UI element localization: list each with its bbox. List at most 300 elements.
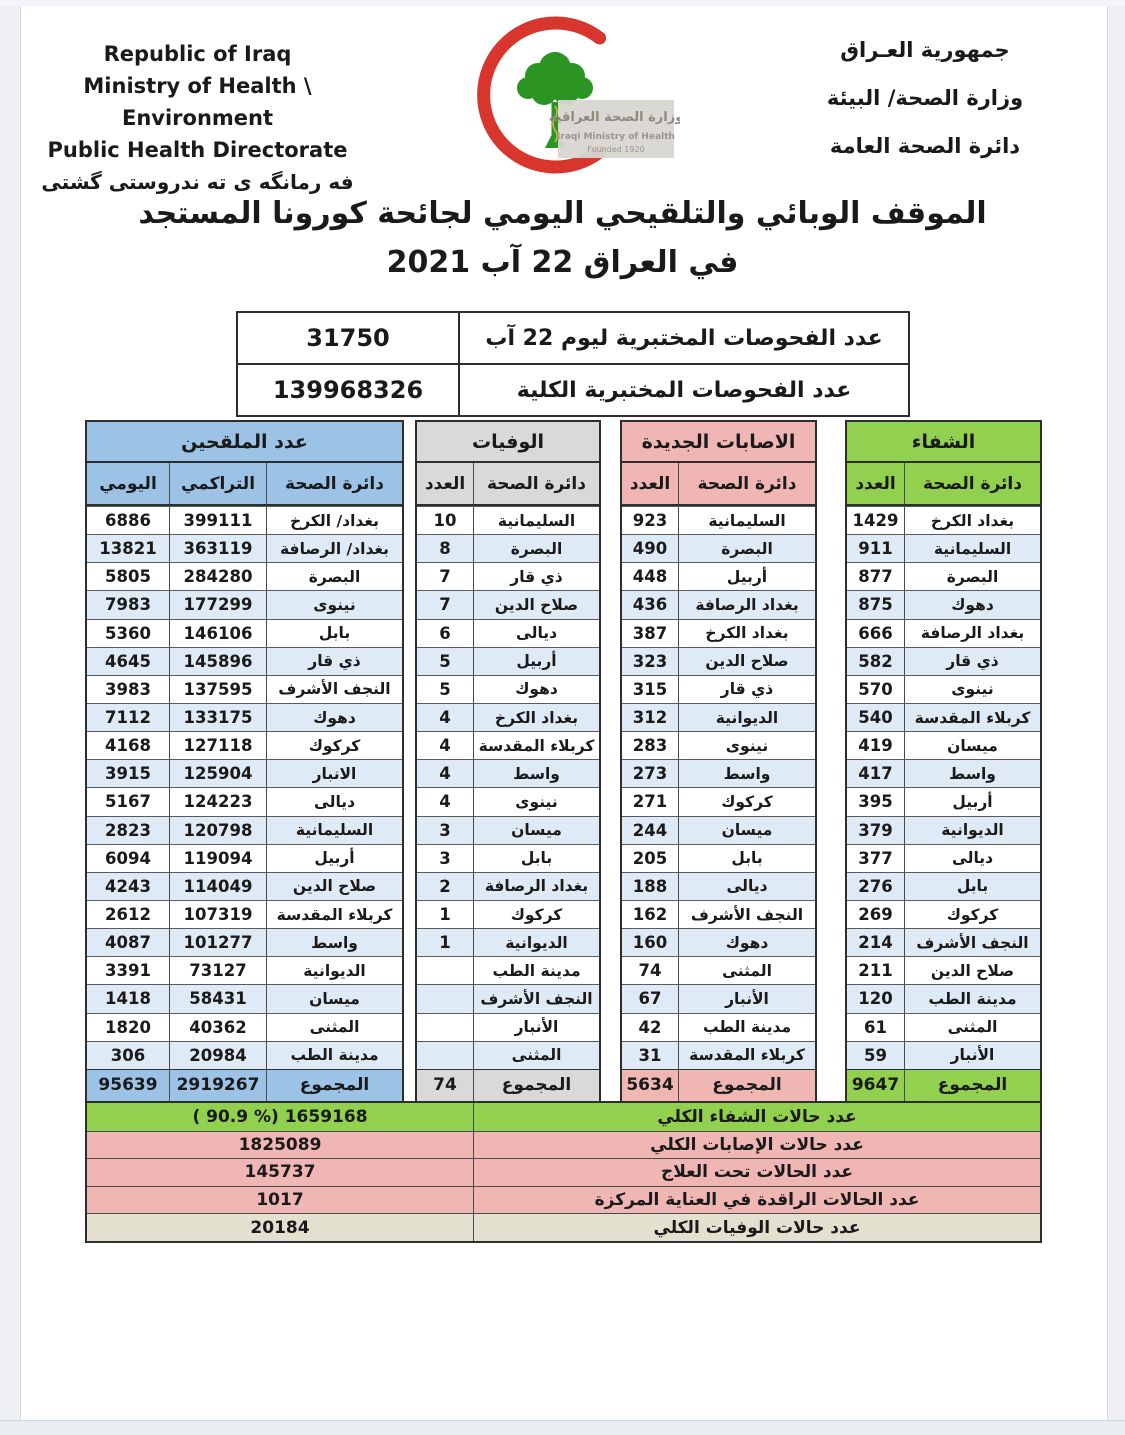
cell-region: ذي قار [510,567,563,586]
summary-row [87,1213,1040,1241]
cell-region: السليمانية [708,511,786,530]
cell-region: كربلاء المقدسة [914,708,1031,727]
cell-region: المجموع [712,1075,782,1096]
table-row [847,534,1040,562]
table-row [417,675,599,703]
cell-value: 315 [622,676,679,703]
table-total-row [847,1069,1040,1101]
cell-value: 4645 [87,648,170,675]
table-row [622,1013,815,1041]
cell-value: 8 [417,535,474,562]
table-row [622,984,815,1012]
table-row [847,844,1040,872]
table-row [87,844,402,872]
cell-region: بغداد الرصافة [695,595,799,614]
cell-value: 124223 [170,788,267,815]
vaccinated-table [85,420,404,1103]
summary-value: 20184 [87,1214,474,1241]
cell-region: بغداد الكرخ [705,624,789,643]
table-row [622,647,815,675]
table-row [417,463,599,506]
table-row [87,956,402,984]
cell-value: 7 [417,591,474,618]
cell-region: بابل [520,849,553,868]
table-row [417,928,599,956]
table-row [238,363,908,415]
table-row [238,313,908,363]
cell-region: بغداد الكرخ [930,511,1015,530]
summary-row [87,1158,1040,1186]
cell-value: 101277 [170,929,267,956]
cell-region: المثنى [309,1018,360,1037]
cell-value: 3915 [87,760,170,787]
table-row [622,872,815,900]
table-row [622,619,815,647]
column-header: العدد [847,463,905,504]
cell-value: 911 [847,535,905,562]
table-row [847,675,1040,703]
cell-value: 448 [622,563,679,590]
cell-region: صلاح الدين [292,877,377,896]
cell-region: السليمانية [933,539,1012,558]
cell-value: 137595 [170,676,267,703]
cell-value: 271 [622,788,679,815]
summary-label: عدد حالات الوفيات الكلي [653,1217,861,1238]
table-row [87,1013,402,1041]
header-kurdish-line: فه رمانگه ى ته ندروستى گشتى [41,170,354,194]
summary-value: 1017 [87,1187,474,1214]
cell-region: ميسان [511,821,562,840]
cell-value [417,985,474,1012]
cell-region: كركوك [721,792,773,811]
table-row [622,675,815,703]
logo-label [549,100,680,158]
table-row [87,619,402,647]
table-row [417,787,599,815]
cell-region: ديالى [726,877,768,896]
page-edge-bottom [0,1420,1125,1435]
cell-region: واسط [311,933,358,952]
table-row [87,872,402,900]
summary-row [87,1131,1040,1159]
cell-region: دهوك [725,933,769,952]
table-row [847,619,1040,647]
summary-label: عدد حالات الإصابات الكلي [650,1134,864,1155]
table-row [87,928,402,956]
cell-value: 5360 [87,620,170,647]
cell-region: كركوك [510,905,563,924]
cell-region: واسط [949,764,996,783]
cell-value: 3391 [87,957,170,984]
cell-region: دهوك [313,708,356,727]
cell-value: 145896 [170,648,267,675]
table-row [417,1041,599,1069]
table-row [87,675,402,703]
cell-region: الديوانية [303,961,366,980]
cell-value: 4 [417,704,474,731]
cell-region: السليمانية [497,511,576,530]
summary-row [87,1186,1040,1214]
table-row [847,900,1040,928]
cell-value: 2919267 [170,1070,267,1101]
table-row [847,1041,1040,1069]
cell-value: 877 [847,563,905,590]
cell-value: 387 [622,620,679,647]
cell-value: 5634 [622,1070,679,1101]
cell-region: نينوى [313,595,356,614]
cell-value: 120 [847,985,905,1012]
cell-region: أربيل [516,652,557,671]
table-row [417,647,599,675]
table-row [847,562,1040,590]
cell-value: 379 [847,817,905,844]
cell-region: صلاح الدين [705,652,789,671]
cell-value: 377 [847,845,905,872]
column-header: دائرة الصحة [285,473,384,494]
table-row [87,463,402,506]
cell-value: 125904 [170,760,267,787]
header-english-line1: Republic of Iraq [103,42,292,66]
table-row [847,703,1040,731]
cell-value: 9647 [847,1070,905,1101]
table-row [417,1013,599,1041]
cell-region: ذي قار [946,652,999,671]
cell-value: 205 [622,845,679,872]
cell-value: 7 [417,563,474,590]
cell-region: المجموع [937,1075,1008,1096]
cell-region: الأنبار [725,989,769,1008]
table-row [87,900,402,928]
ministry-logo-graphic [455,8,680,188]
table-title: الوفيات [417,422,599,463]
table-row [417,872,599,900]
cell-region: البصرة [510,539,563,558]
cell-region: بغداد/ الكرخ [290,511,379,530]
table-row [847,984,1040,1012]
cell-value: 20984 [170,1042,267,1069]
cell-region: مدينة الطب [492,961,581,980]
cell-value: 4243 [87,873,170,900]
cell-value: 4168 [87,732,170,759]
cell-region: النجف الأشرف [278,680,391,699]
table-row [417,562,599,590]
cell-value: 283 [622,732,679,759]
cell-value: 61 [847,1014,905,1041]
summary-row [87,1103,1040,1131]
table-row [87,787,402,815]
report-title-line2: في العراق 22 آب 2021 [386,245,739,280]
summary-table [85,1101,1042,1243]
cell-region: النجف الأشرف [916,933,1029,952]
cell-value: 146106 [170,620,267,647]
header-arabic-line2: وزارة الصحة/ البيئة [826,86,1024,110]
cell-value: 273 [622,760,679,787]
table-row [417,506,599,534]
table-row [87,1041,402,1069]
table-row [622,1041,815,1069]
table-row [847,463,1040,506]
table-title: الشفاء [847,422,1040,463]
table-row [87,647,402,675]
table-row [622,506,815,534]
cell-value: 399111 [170,507,267,534]
cell-value: 119094 [170,845,267,872]
table-row [87,984,402,1012]
cell-region: ميسان [947,736,998,755]
logo-english-name: Iraqi Ministry of Health [557,132,675,142]
cell-value: 67 [622,985,679,1012]
cell-region: المثنى [511,1046,562,1065]
summary-value: ( 90.9 %) 1659168 [87,1103,474,1131]
table-row [622,731,815,759]
cell-value: 5 [417,676,474,703]
cell-value: 570 [847,676,905,703]
table-row [622,787,815,815]
cell-region: واسط [723,764,771,783]
cell-region: السليمانية [295,821,374,840]
cell-region: الأنبار [950,1046,995,1065]
cell-value: 6 [417,620,474,647]
header-arabic-line1: جمهورية العـراق [840,38,1010,62]
table-row [417,534,599,562]
cell-value: 269 [847,901,905,928]
cell-value: 323 [622,648,679,675]
cell-region: الديوانية [941,821,1004,840]
table-row [622,956,815,984]
table-row [847,731,1040,759]
table-total-row [87,1069,402,1101]
table-row [417,984,599,1012]
cell-value [417,957,474,984]
recovery-table [845,420,1042,1103]
table-row [847,647,1040,675]
cell-region: كربلاء المقدسة [478,736,595,755]
table-row [87,703,402,731]
cell-region: دهوك [951,595,994,614]
cell-value: 3 [417,845,474,872]
table-row [87,816,402,844]
cell-region: بغداد الكرخ [494,708,579,727]
daily-tests-value: 31750 [238,313,460,363]
cell-value: 74 [622,957,679,984]
cell-value: 363119 [170,535,267,562]
cell-value: 5 [417,648,474,675]
cell-region: كربلاء المقدسة [276,905,393,924]
header-english-line3: Public Health Directorate [47,138,348,162]
column-header: اليومي [87,463,170,504]
cell-region: ميسان [721,821,773,840]
cell-region: ديالى [515,624,558,643]
cell-value: 419 [847,732,905,759]
cell-region: دهوك [515,680,558,699]
cell-value: 214 [847,929,905,956]
table-row [847,872,1040,900]
cell-value: 114049 [170,873,267,900]
cell-value: 666 [847,620,905,647]
cell-value: 127118 [170,732,267,759]
header-english-line2: Ministry of Health \ Environment [83,74,312,130]
cell-region: بغداد الرصافة [484,877,589,896]
table-row [847,928,1040,956]
cell-region: ذي قار [308,652,361,671]
cell-value: 133175 [170,704,267,731]
cell-region: أربيل [314,849,355,868]
cell-value: 107319 [170,901,267,928]
cell-region: ميسان [309,989,360,1008]
cell-region: البصرة [721,539,773,558]
cell-region: مدينة الطب [702,1018,792,1037]
cell-region: الديوانية [505,933,568,952]
cell-region: البصرة [308,567,361,586]
cell-value: 1418 [87,985,170,1012]
cell-value: 436 [622,591,679,618]
cell-value: 58431 [170,985,267,1012]
header-english [25,38,370,198]
cell-region: ديالى [313,792,356,811]
cell-value: 2 [417,873,474,900]
table-row [87,506,402,534]
cell-value: 160 [622,929,679,956]
cell-value: 4 [417,760,474,787]
cell-value: 74 [417,1070,474,1101]
cell-value: 73127 [170,957,267,984]
cell-value: 6886 [87,507,170,534]
table-row [622,534,815,562]
table-row [417,731,599,759]
table-title: الاصابات الجديدة [622,422,815,463]
cell-value: 13821 [87,535,170,562]
summary-value: 145737 [87,1159,474,1186]
cell-region: بغداد/ الرصافة [280,539,389,558]
total-tests-value: 139968326 [238,365,460,415]
cell-value: 312 [622,704,679,731]
cell-value: 188 [622,873,679,900]
cell-value: 3 [417,817,474,844]
cell-value: 5167 [87,788,170,815]
tests-table [236,311,910,417]
cell-value: 7112 [87,704,170,731]
cell-value: 95639 [87,1070,170,1101]
cell-value: 1 [417,901,474,928]
report-title-line1: الموقف الوبائي والتلقيحي اليومي لجائحة كورونا المستجد [138,196,987,231]
cell-region: صلاح الدين [930,961,1015,980]
cell-region: المجموع [299,1075,370,1096]
table-row [622,816,815,844]
ministry-logo [455,8,680,188]
table-title: عدد الملقحين [87,422,402,463]
cell-value: 1 [417,929,474,956]
cell-value: 31 [622,1042,679,1069]
table-row [622,562,815,590]
cell-region: أربيل [952,792,993,811]
cell-value: 177299 [170,591,267,618]
cell-value: 120798 [170,817,267,844]
cell-region: المثنى [947,1018,998,1037]
cell-value: 582 [847,648,905,675]
new-cases-table [620,420,817,1103]
table-row [622,928,815,956]
header-arabic [760,38,1090,182]
cell-region: كركوك [946,905,999,924]
cell-value: 2612 [87,901,170,928]
cell-region: النجف الأشرف [480,989,593,1008]
cell-value: 162 [622,901,679,928]
cell-region: كركوك [308,736,361,755]
table-row [847,956,1040,984]
table-row [847,506,1040,534]
cell-region: مدينة الطب [290,1046,379,1065]
cell-value: 395 [847,788,905,815]
cell-value: 276 [847,873,905,900]
table-row [417,703,599,731]
cell-region: ذي قار [720,680,774,699]
cell-value: 59 [847,1042,905,1069]
summary-label: عدد الحالات تحت العلاج [660,1162,854,1183]
summary-label: عدد الحالات الراقدة في العناية المركزة [594,1190,920,1211]
cell-region: الديوانية [715,708,779,727]
cell-value: 4 [417,788,474,815]
cell-region: نينوى [725,736,769,755]
table-row [622,900,815,928]
cell-region: كربلاء المقدسة [689,1046,805,1065]
cell-region: بابل [731,849,763,868]
logo-arabic-name: وزارة الصحة العراقية [548,110,680,125]
cell-value: 42 [622,1014,679,1041]
table-row [87,562,402,590]
cell-region: بغداد الرصافة [920,624,1025,643]
cell-region: المثنى [722,961,772,980]
table-row [87,759,402,787]
cell-region: صلاح الدين [494,595,579,614]
cell-region: بابل [318,624,351,643]
cell-value: 540 [847,704,905,731]
header-arabic-line3: دائرة الصحة العامة [829,134,1021,158]
column-header: العدد [417,463,474,504]
cell-value: 5805 [87,563,170,590]
table-row [417,816,599,844]
cell-region: واسط [513,764,560,783]
cell-region: مدينة الطب [928,989,1017,1008]
report-title [0,196,1125,280]
summary-value: 1825089 [87,1132,474,1159]
table-row [417,956,599,984]
table-row [622,463,815,506]
cell-region: المجموع [501,1075,572,1096]
cell-value: 1429 [847,507,905,534]
cell-value: 40362 [170,1014,267,1041]
daily-tests-label: عدد الفحوصات المختبرية ليوم 22 آب [485,325,883,351]
column-header: العدد [622,463,679,504]
cell-value: 490 [622,535,679,562]
cell-value: 7983 [87,591,170,618]
deaths-table [415,420,601,1103]
table-row [417,900,599,928]
cell-value: 417 [847,760,905,787]
cell-value: 306 [87,1042,170,1069]
cell-value: 4087 [87,929,170,956]
table-row [622,703,815,731]
cell-value: 244 [622,817,679,844]
column-header: دائرة الصحة [697,473,797,494]
cell-region: الانبار [312,764,357,783]
table-row [847,1013,1040,1041]
cell-region: ديالى [951,849,994,868]
summary-label: عدد حالات الشفاء الكلي [657,1106,857,1127]
table-row [847,787,1040,815]
table-total-row [417,1069,599,1101]
table-row [417,619,599,647]
cell-region: النجف الأشرف [690,905,804,924]
